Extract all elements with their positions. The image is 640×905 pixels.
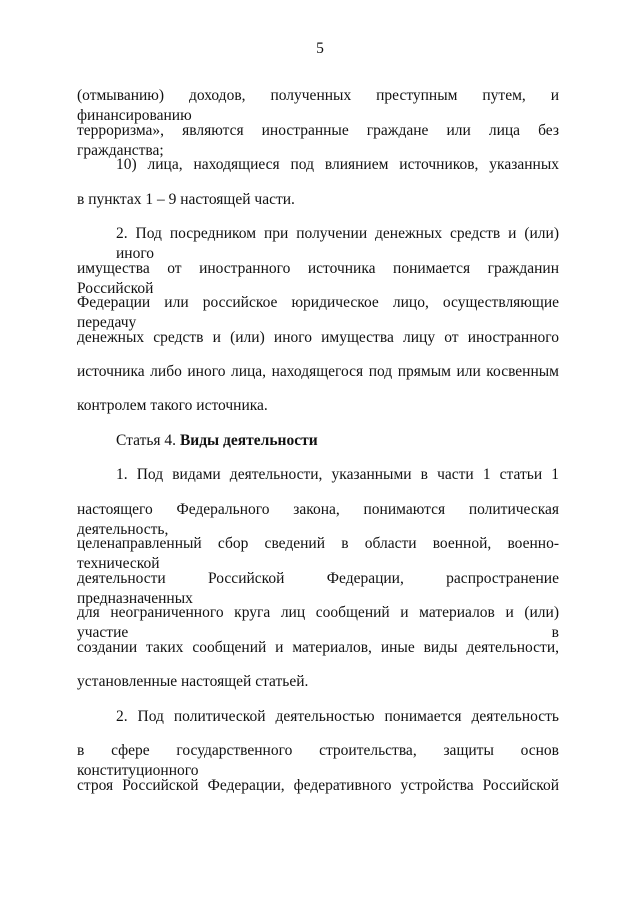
- text-line: установленные настоящей статьей.: [77, 673, 309, 690]
- text-line: денежных средств и (или) иного имущества лицу от иностранного: [77, 329, 559, 346]
- text-line: источника либо иного лица, находящегося под прямым или косвенным: [77, 363, 559, 380]
- text-line: 2. Под политической деятельностью понимается деятельность: [116, 708, 559, 725]
- text-line: строя Российской Федерации, федеративного устройства Российской: [77, 777, 559, 794]
- article-heading: [116, 431, 559, 451]
- article-title: Виды деятельности: [179, 432, 318, 449]
- text-line: терроризма», являются иностранные граждане или лица без гражданства;: [77, 122, 559, 159]
- text-line: деятельности Российской Федерации, распространение предназначенных: [77, 570, 559, 607]
- text-line: целенаправленный сбор сведений в области военной, военно-технической: [77, 535, 559, 572]
- text-line: (отмыванию) доходов, полученных преступным путем, и финансированию: [77, 87, 559, 124]
- text-line: в сфере государственного строительства, защиты основ конституционного: [77, 742, 559, 779]
- text-line: 2. Под посредником при получении денежных средств и (или) иного: [116, 225, 559, 262]
- text-line: Федерации или российское юридическое лицо, осуществляющие передачу: [77, 294, 559, 331]
- text-line: 10) лица, находящиеся под влиянием источников, указанных: [116, 156, 559, 173]
- text-line: для неограниченного круга лиц сообщений и материалов и (или) участие в: [77, 604, 559, 641]
- text-line: настоящего Федерального закона, понимаются политическая деятельность,: [77, 501, 559, 538]
- text-line: 1. Под видами деятельности, указанными в части 1 статьи 1: [116, 466, 559, 483]
- text-line: в пунктах 1 – 9 настоящей части.: [77, 191, 295, 208]
- text-line: создании таких сообщений и материалов, иные виды деятельности,: [77, 639, 559, 656]
- article-number: Статья 4.: [116, 432, 177, 449]
- text-line: имущества от иностранного источника понимается гражданин Российской: [77, 260, 559, 297]
- text-line: контролем такого источника.: [77, 397, 268, 414]
- page-number: 5: [316, 40, 324, 57]
